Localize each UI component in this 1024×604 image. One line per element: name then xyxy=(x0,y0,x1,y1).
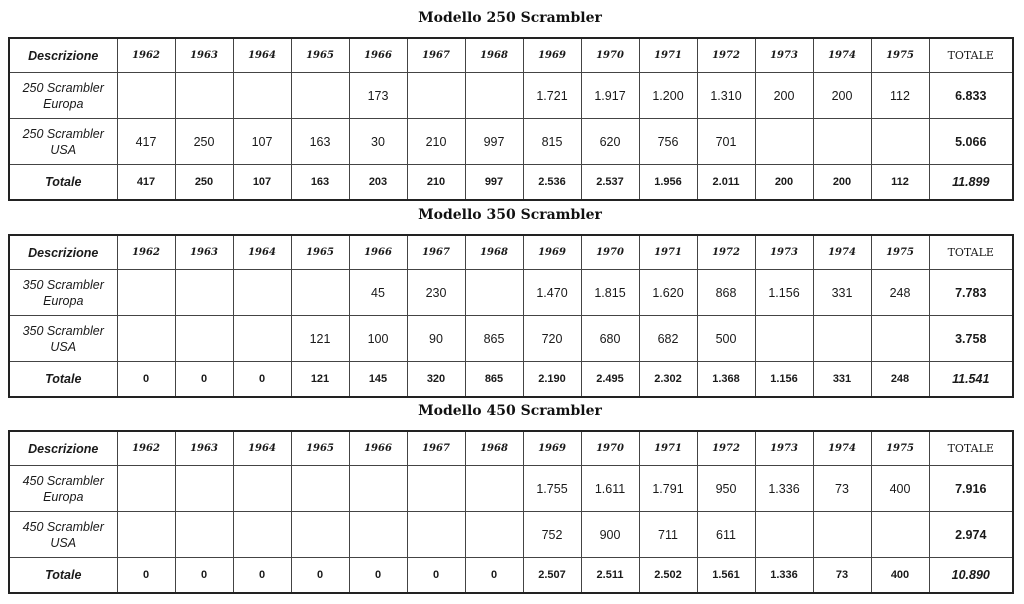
table-cell: 1.956 xyxy=(639,165,697,201)
table-cell: 1.156 xyxy=(755,270,813,316)
row-total: 7.916 xyxy=(929,466,1013,512)
table-row xyxy=(9,73,1013,119)
header-row xyxy=(9,235,1013,270)
table-cell: 865 xyxy=(465,362,523,398)
table-cell: 30 xyxy=(349,119,407,165)
column-header-year: 1964 xyxy=(233,431,291,466)
column-header-year: 1962 xyxy=(117,38,175,73)
table-cell xyxy=(233,466,291,512)
column-header-totale: TOTALE xyxy=(929,431,1013,466)
production-table xyxy=(8,430,1014,594)
table-cell: 611 xyxy=(697,512,755,558)
table-cell: 248 xyxy=(871,362,929,398)
table-cell: 1.156 xyxy=(755,362,813,398)
table-cell xyxy=(233,316,291,362)
table-row xyxy=(9,119,1013,165)
column-header-year: 1969 xyxy=(523,38,581,73)
row-total: 7.783 xyxy=(929,270,1013,316)
table-cell xyxy=(407,466,465,512)
table-cell: 682 xyxy=(639,316,697,362)
table-cell: 112 xyxy=(871,165,929,201)
table-cell xyxy=(407,512,465,558)
table-cell xyxy=(813,119,871,165)
column-header-year: 1974 xyxy=(813,38,871,73)
column-header-year: 1967 xyxy=(407,431,465,466)
table-cell xyxy=(871,512,929,558)
table-cell xyxy=(291,270,349,316)
table-cell: 173 xyxy=(349,73,407,119)
table-cell: 1.310 xyxy=(697,73,755,119)
column-header-year: 1963 xyxy=(175,431,233,466)
table-cell: 417 xyxy=(117,119,175,165)
table-cell: 1.721 xyxy=(523,73,581,119)
column-header-descrizione: Descrizione xyxy=(9,235,117,270)
table-cell: 680 xyxy=(581,316,639,362)
row-total: 11.541 xyxy=(929,362,1013,398)
table-cell xyxy=(465,73,523,119)
table-cell: 107 xyxy=(233,165,291,201)
table-cell xyxy=(233,512,291,558)
column-header-year: 1973 xyxy=(755,431,813,466)
table-cell: 0 xyxy=(117,558,175,594)
column-header-year: 1970 xyxy=(581,431,639,466)
column-header-year: 1967 xyxy=(407,38,465,73)
table-cell xyxy=(871,316,929,362)
table-cell: 210 xyxy=(407,119,465,165)
table-cell: 2.495 xyxy=(581,362,639,398)
column-header-year: 1963 xyxy=(175,38,233,73)
table-cell: 73 xyxy=(813,558,871,594)
table-cell xyxy=(117,73,175,119)
table-cell: 2.502 xyxy=(639,558,697,594)
row-label: 250 Scrambler Europa xyxy=(9,73,117,119)
table-cell: 320 xyxy=(407,362,465,398)
column-header-descrizione: Descrizione xyxy=(9,431,117,466)
table-cell: 90 xyxy=(407,316,465,362)
table-cell: 100 xyxy=(349,316,407,362)
column-header-year: 1975 xyxy=(871,235,929,270)
row-label: 450 Scrambler USA xyxy=(9,512,117,558)
table-cell xyxy=(291,73,349,119)
column-header-totale: TOTALE xyxy=(929,235,1013,270)
table-cell: 900 xyxy=(581,512,639,558)
table-cell: 997 xyxy=(465,119,523,165)
table-cell: 1.336 xyxy=(755,558,813,594)
table-cell: 248 xyxy=(871,270,929,316)
table-cell: 0 xyxy=(117,362,175,398)
table-cell: 200 xyxy=(755,165,813,201)
table-cell: 1.791 xyxy=(639,466,697,512)
header-row xyxy=(9,38,1013,73)
table-row xyxy=(9,466,1013,512)
table-cell: 121 xyxy=(291,316,349,362)
table-cell: 45 xyxy=(349,270,407,316)
table-cell: 0 xyxy=(233,362,291,398)
column-header-year: 1966 xyxy=(349,431,407,466)
column-header-year: 1963 xyxy=(175,235,233,270)
column-header-year: 1965 xyxy=(291,235,349,270)
table-cell: 203 xyxy=(349,165,407,201)
table-cell xyxy=(233,73,291,119)
table-cell: 1.561 xyxy=(697,558,755,594)
table-cell: 0 xyxy=(407,558,465,594)
column-header-year: 1966 xyxy=(349,38,407,73)
table-cell: 0 xyxy=(291,558,349,594)
table-cell: 1.611 xyxy=(581,466,639,512)
table-cell xyxy=(871,119,929,165)
table-cell xyxy=(349,512,407,558)
table-cell: 112 xyxy=(871,73,929,119)
column-header-year: 1975 xyxy=(871,431,929,466)
table-cell: 200 xyxy=(813,165,871,201)
table-cell: 2.507 xyxy=(523,558,581,594)
table-cell: 331 xyxy=(813,362,871,398)
table-row xyxy=(9,270,1013,316)
section-title: Modello 350 Scrambler xyxy=(418,207,602,223)
totals-row xyxy=(9,165,1013,201)
table-cell: 121 xyxy=(291,362,349,398)
totals-row xyxy=(9,558,1013,594)
table-cell: 163 xyxy=(291,165,349,201)
column-header-year: 1969 xyxy=(523,431,581,466)
column-header-year: 1970 xyxy=(581,235,639,270)
column-header-year: 1969 xyxy=(523,235,581,270)
column-header-year: 1971 xyxy=(639,431,697,466)
row-label: Totale xyxy=(9,362,117,398)
column-header-year: 1966 xyxy=(349,235,407,270)
table-row xyxy=(9,512,1013,558)
table-cell xyxy=(465,512,523,558)
row-total: 10.890 xyxy=(929,558,1013,594)
column-header-year: 1970 xyxy=(581,38,639,73)
table-cell: 701 xyxy=(697,119,755,165)
column-header-descrizione: Descrizione xyxy=(9,38,117,73)
table-cell: 200 xyxy=(755,73,813,119)
table-cell: 400 xyxy=(871,558,929,594)
table-cell: 1.368 xyxy=(697,362,755,398)
table-cell xyxy=(117,512,175,558)
table-cell: 73 xyxy=(813,466,871,512)
column-header-year: 1964 xyxy=(233,235,291,270)
table-cell: 997 xyxy=(465,165,523,201)
row-label: Totale xyxy=(9,558,117,594)
table-cell xyxy=(813,512,871,558)
column-header-year: 1964 xyxy=(233,38,291,73)
table-cell xyxy=(117,270,175,316)
row-total: 2.974 xyxy=(929,512,1013,558)
table-cell xyxy=(813,316,871,362)
table-cell: 0 xyxy=(175,558,233,594)
table-cell xyxy=(117,316,175,362)
table-cell: 720 xyxy=(523,316,581,362)
row-total: 6.833 xyxy=(929,73,1013,119)
table-cell: 145 xyxy=(349,362,407,398)
table-cell: 500 xyxy=(697,316,755,362)
column-header-year: 1965 xyxy=(291,431,349,466)
table-cell xyxy=(175,73,233,119)
table-cell: 1.620 xyxy=(639,270,697,316)
column-header-year: 1962 xyxy=(117,431,175,466)
table-cell: 1.815 xyxy=(581,270,639,316)
table-cell: 2.302 xyxy=(639,362,697,398)
totals-row xyxy=(9,362,1013,398)
table-cell: 331 xyxy=(813,270,871,316)
column-header-year: 1968 xyxy=(465,235,523,270)
column-header-year: 1962 xyxy=(117,235,175,270)
column-header-year: 1972 xyxy=(697,38,755,73)
column-header-year: 1974 xyxy=(813,235,871,270)
table-cell: 0 xyxy=(175,362,233,398)
column-header-year: 1967 xyxy=(407,235,465,270)
table-cell: 0 xyxy=(233,558,291,594)
table-cell xyxy=(465,270,523,316)
production-table xyxy=(8,234,1014,398)
section-title: Modello 450 Scrambler xyxy=(418,403,602,419)
table-cell: 1.755 xyxy=(523,466,581,512)
row-total: 5.066 xyxy=(929,119,1013,165)
table-cell: 2.511 xyxy=(581,558,639,594)
table-cell: 200 xyxy=(813,73,871,119)
table-cell: 417 xyxy=(117,165,175,201)
table-cell xyxy=(291,466,349,512)
table-cell: 865 xyxy=(465,316,523,362)
header-row xyxy=(9,431,1013,466)
table-cell: 0 xyxy=(349,558,407,594)
table-cell: 752 xyxy=(523,512,581,558)
column-header-year: 1971 xyxy=(639,235,697,270)
table-cell: 950 xyxy=(697,466,755,512)
table-cell xyxy=(755,316,813,362)
table-cell: 107 xyxy=(233,119,291,165)
table-cell: 1.917 xyxy=(581,73,639,119)
table-cell: 1.470 xyxy=(523,270,581,316)
column-header-year: 1974 xyxy=(813,431,871,466)
row-label: 350 Scrambler USA xyxy=(9,316,117,362)
table-cell: 250 xyxy=(175,119,233,165)
production-table xyxy=(8,37,1014,201)
row-label: Totale xyxy=(9,165,117,201)
table-cell: 620 xyxy=(581,119,639,165)
table-cell xyxy=(349,466,407,512)
row-label: 450 Scrambler Europa xyxy=(9,466,117,512)
row-label: 250 Scrambler USA xyxy=(9,119,117,165)
column-header-year: 1975 xyxy=(871,38,929,73)
table-cell: 163 xyxy=(291,119,349,165)
table-cell: 230 xyxy=(407,270,465,316)
table-cell: 250 xyxy=(175,165,233,201)
column-header-year: 1971 xyxy=(639,38,697,73)
column-header-year: 1972 xyxy=(697,235,755,270)
table-row xyxy=(9,316,1013,362)
column-header-year: 1968 xyxy=(465,38,523,73)
row-total: 11.899 xyxy=(929,165,1013,201)
table-cell xyxy=(291,512,349,558)
table-cell xyxy=(117,466,175,512)
table-cell xyxy=(175,316,233,362)
column-header-totale: TOTALE xyxy=(929,38,1013,73)
table-cell: 1.200 xyxy=(639,73,697,119)
table-cell: 2.190 xyxy=(523,362,581,398)
table-cell: 756 xyxy=(639,119,697,165)
row-total: 3.758 xyxy=(929,316,1013,362)
table-cell: 0 xyxy=(465,558,523,594)
table-cell: 711 xyxy=(639,512,697,558)
table-cell xyxy=(233,270,291,316)
table-cell: 2.011 xyxy=(697,165,755,201)
column-header-year: 1972 xyxy=(697,431,755,466)
column-header-year: 1973 xyxy=(755,38,813,73)
table-cell: 1.336 xyxy=(755,466,813,512)
column-header-year: 1968 xyxy=(465,431,523,466)
row-label: 350 Scrambler Europa xyxy=(9,270,117,316)
table-cell xyxy=(175,466,233,512)
table-cell xyxy=(175,512,233,558)
table-cell: 210 xyxy=(407,165,465,201)
table-cell: 2.536 xyxy=(523,165,581,201)
table-cell: 815 xyxy=(523,119,581,165)
table-cell xyxy=(755,512,813,558)
table-cell: 400 xyxy=(871,466,929,512)
table-cell xyxy=(407,73,465,119)
section-title: Modello 250 Scrambler xyxy=(418,10,602,26)
column-header-year: 1973 xyxy=(755,235,813,270)
table-cell: 2.537 xyxy=(581,165,639,201)
table-cell xyxy=(465,466,523,512)
table-cell: 868 xyxy=(697,270,755,316)
table-cell xyxy=(755,119,813,165)
table-cell xyxy=(175,270,233,316)
column-header-year: 1965 xyxy=(291,38,349,73)
